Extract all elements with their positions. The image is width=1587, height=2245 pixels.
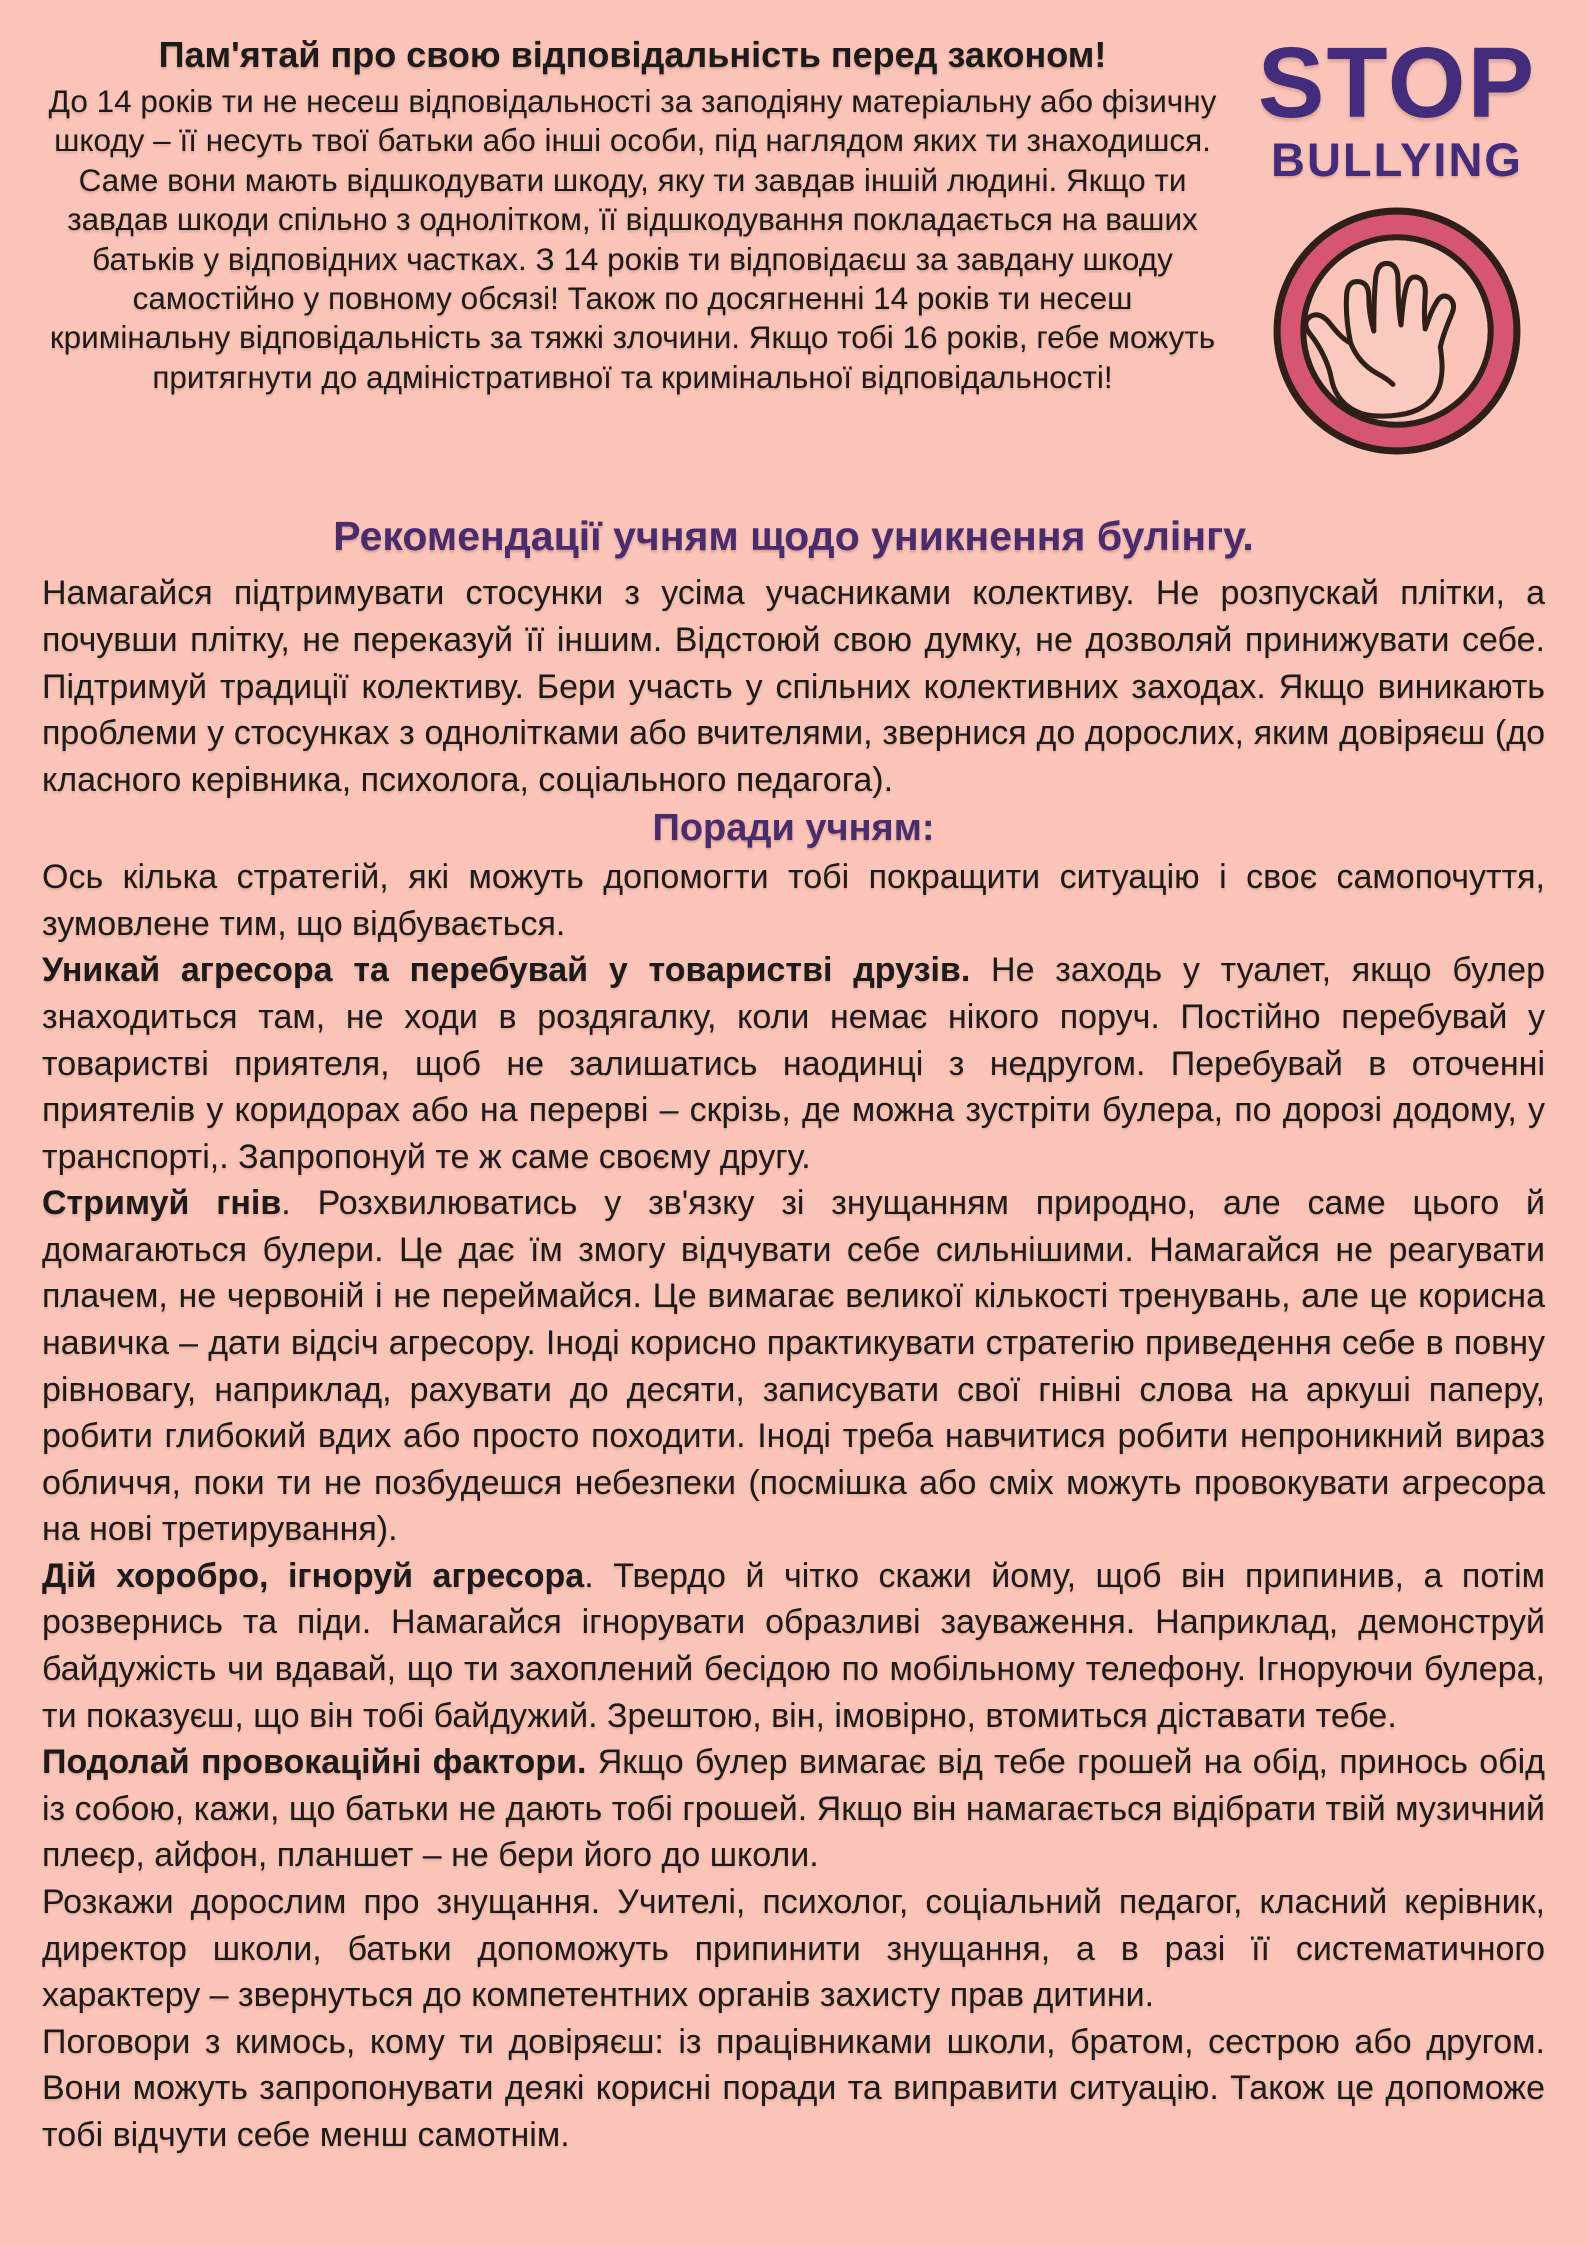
tip-paragraph (42, 1553, 1545, 1739)
tip-text: . Розхвилюватись у зв'язку зі знущанням природно, але саме цього й домагаються булери. Це дає їм змогу відчувати себе сильнішими. Намагайся не реагувати плачем, не червоній і не переймайся. Це вимагає великої кількості тренувань, але це корисна навичка – дати відсіч агресору. Іноді корисно практикувати стратегію приведення себе в повну рівновагу, наприклад, рахувати до десяти, записувати свої гнівні слова на аркуші паперу, робити глибокий вдих або просто походити. Іноді треба навчитися робити непроникний вираз обличчя, поки ти не позбудешся небезпеки (посмішка або сміх можуть провокувати агресора на нові третирування). (42, 1184, 1545, 1549)
legal-block (40, 26, 1225, 397)
tip-lead: Стримуй гнів (42, 1184, 282, 1223)
tips-title: Поради учням: (652, 807, 935, 850)
tip-text: Якщо булер вимагає від тебе грошей на обід, принось обід із собою, кажи, що батьки не дають тобі грошей. Якщо він намагається відібрати твій музичний плеєр, айфон, планшет – не бери його до школи. (42, 1743, 1546, 1875)
logo-word-bullying: BULLYING (1271, 133, 1523, 186)
recommendations-title: Рекомендації учням щодо уникнення булінгу. (333, 513, 1254, 560)
tip-paragraph (42, 1739, 1545, 1879)
top-section (0, 0, 1587, 467)
tip-text: Поговори з кимось, кому ти довіряєш: із працівниками школи, братом, сестрою або другом. Вони можуть запропонувати деякі корисні поради та виправити ситуацію. Також це допоможе тобі відчути себе менш самотнім. (42, 2022, 1545, 2154)
tip-paragraph (42, 2019, 1545, 2159)
tip-text: . Твердо й чітко скажи йому, щоб він припинив, а потім розвернись та піди. Намагайся ігнорувати образливі зауваження. Наприклад, демонструй байдужість чи вдавай, що ти захоплений бесідою по мобільному телефону. Ігноруючи булера, ти показуєш, що він тобі байдужий. Зрештою, він, імовірно, втомиться діставати тебе. (42, 1556, 1545, 1735)
legal-title: Пам'ятай про свою відповідальність перед законом! (158, 34, 1107, 75)
tip-text: Не заходь у туалет, якщо булер знаходиться там, не ходи в роздягалку, коли немає нікого поруч. Постійно перебувай у товаристві приятеля, щоб не залишатись наодинці з недругом. Перебувай в оточенні приятелів у коридорах або на перерві – скрізь, де можна зустріти булера, по дорозі додому, у транспорті,. Запропонуй те ж саме своєму другу. (42, 951, 1546, 1176)
tip-lead: Дій хоробро, ігноруй агресора (42, 1556, 585, 1595)
tip-paragraph (42, 947, 1545, 1180)
tip-text: Ось кілька стратегій, які можуть допомогти тобі покращити ситуацію і своє самопочуття, зумовлене тим, що відбувається. (42, 858, 1545, 943)
stop-bullying-logo (1225, 26, 1569, 467)
tip-lead: Уникай агресора та перебувай у товаристві друзів. (42, 951, 971, 990)
stop-hand-icon (1225, 200, 1569, 467)
tip-lead: Подолай провокаційні фактори. (42, 1743, 587, 1782)
recommendations-section (0, 513, 1587, 2158)
tip-paragraph (42, 1879, 1545, 2019)
logo-word-stop: STOP (1257, 27, 1537, 139)
tip-paragraph (42, 854, 1545, 947)
tip-text: Розкажи дорослим про знущання. Учителі, психолог, соціальний педагог, класний керівник, директор школи, батьки допоможуть припинити знущання, а в разі її систематичного характеру – звернуться до компетентних органів захисту прав дитини. (42, 1882, 1545, 2015)
tip-paragraph (42, 1180, 1545, 1553)
legal-body-text: До 14 років ти не несеш відповідальності за заподіяну матеріальну або фізичну шкоду – її несуть твої батьки або інші особи, під наглядом яких ти знаходишся. Саме вони мають відшкодувати шкоду, яку ти завдав іншій людині. Якщо ти завдав шкоди спільно з однолітком, її відшкодування покладається на ваших батьків у відповідних частках. З 14 років ти відповідаєш за завдану шкоду самостійно у повному обсязі! Також по досягненні 14 років ти несеш кримінальну відповідальність за тяжкі злочини. Якщо тобі 16 років, гебе можуть притягнути до адміністративної та кримінальної відповідальності! (48, 83, 1217, 395)
recommendations-intro: Намагайся підтримувати стосунки з усіма учасниками колективу. Не розпускай плітки, а почувши плітку, не переказуй її іншим. Відстоюй свою думку, не дозволяй принижувати себе. Підтримуй традиції колективу. Бери участь у спільних колективних заходах. Якщо виникають проблеми у стосунках з однолітками або вчителями, звернися до дорослих, яким довіряєш (до класного керівника, психолога, соціального педагога). (42, 574, 1545, 799)
